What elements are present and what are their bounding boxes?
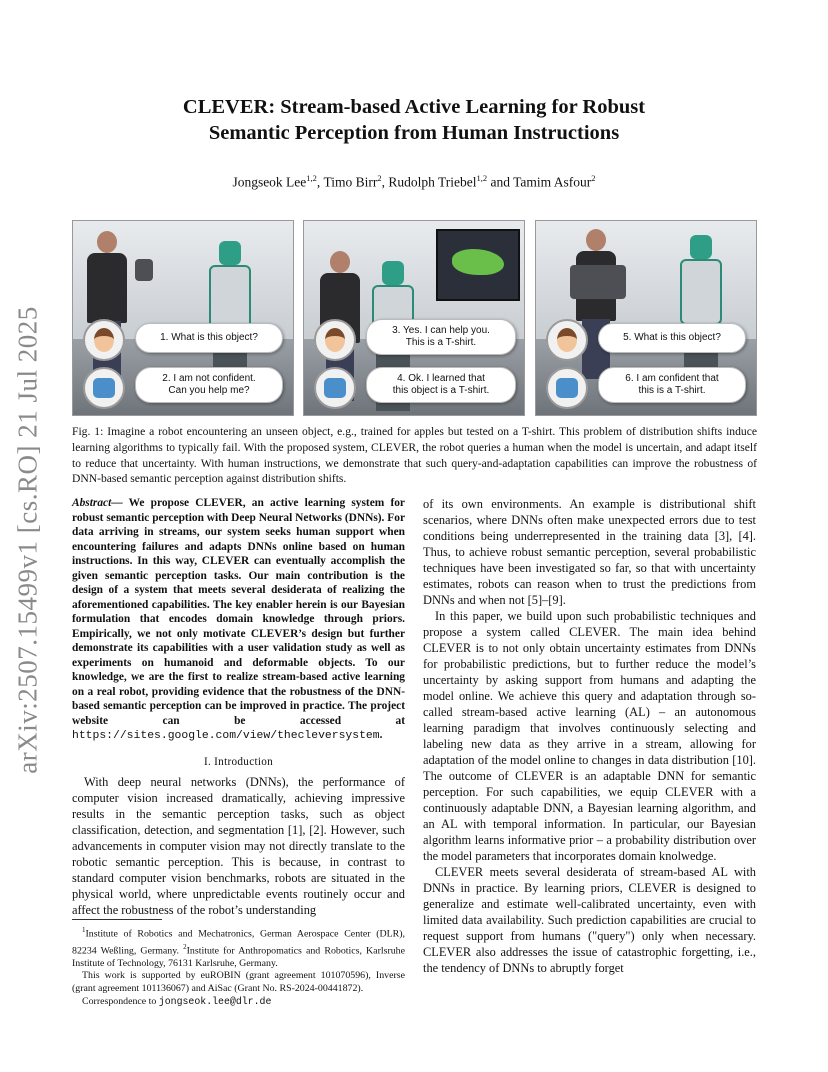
footnotes (72, 919, 405, 1008)
figure-panel-2 (303, 220, 525, 416)
body-paragraph: CLEVER meets several desiderata of stream-based AL with DNNs in practice. By learning priors, CLEVER is designed to generalize and estimate well-calibrated uncertainty, even with limited data availability. Such prediction capabilities are crucial to request support from humans ("query") only when necessary. CLEVER also addresses the issue of catastrophic forgetting, i.e., the tendency of DNNs to abruptly forget (423, 865, 756, 975)
robot-avatar-icon (546, 367, 588, 409)
paper-title (100, 94, 728, 146)
figure-panel-3 (535, 220, 757, 416)
figure-caption: Fig. 1: Imagine a robot encountering an unseen object, e.g., trained for apples but tested on a T-shirt. This problem of distribution shifts induce learning algorithms to typically fail. With the proposed system, CLEVER, the robot queries a human when the model is uncertain, and adapt itself to reduce that uncertainty. With human instructions, we demonstrate that such query-and-adaptation capabilities can improve the robustness of DNN-based semantic perception against distribution shifts. (72, 425, 757, 486)
author-name: Tamim Asfour (513, 174, 592, 190)
speech-bubble: 2. I am not confident. Can you help me? (135, 367, 283, 403)
speech-bubble: 6. I am confident that this is a T-shirt. (598, 367, 746, 403)
author-separator: , (381, 174, 389, 190)
project-url-link[interactable]: https://sites.google.com/view/thecleversystem (72, 730, 380, 742)
title-line-2: Semantic Perception from Human Instructions (208, 122, 620, 144)
body-paragraph: In this paper, we build upon such probabilistic techniques and propose a system called CLEVER. The main idea behind CLEVER is to not only obtain uncertainty estimates from DNNs for probabilistic predictions, but to further reduce the model’s uncertainty by asking support from humans and adapting the model online. We achieve this query and adaptation through so-called stream-based active learning (AL) – an autonomous learning paradigm that involves continuously selecting and labeling new data as they arrive in a stream, allowing for adaptation of the model online to changes in data distribution [10]. The outcome of CLEVER is an adaptable DNN for semantic perception. For such capabilities, we equip CLEVER with a continuously adaptable DNN, a Bayesian learning algorithm, and an AL with temporal information. In particular, our Bayesian algorithm learns informative prior – a probability distribution over the model parameters that incorporates domain knolwedge. (423, 609, 756, 863)
speech-bubble: 1. What is this object? (135, 323, 283, 353)
right-column (423, 496, 756, 976)
author-affiliation: 1,2 (476, 173, 488, 183)
author-separator: , (316, 174, 324, 190)
arxiv-stamp: arXiv:2507.15499v1 [cs.RO] 21 Jul 2025 (12, 306, 43, 774)
author-affiliation: 2 (377, 173, 382, 183)
monitor-screen (436, 229, 520, 301)
funding-footnote: This work is supported by euROBIN (grant agreement 101070596), Inverse (grant agreement 101136067) and AiSac (Grant No. RS-2024-00441872). (72, 970, 405, 994)
t-shirt (135, 259, 153, 281)
humanoid-robot (678, 235, 724, 385)
figure-panel-1 (72, 220, 294, 416)
author-separator: and (487, 174, 514, 190)
author-list (100, 173, 728, 191)
speech-bubble: 4. Ok. I learned that this object is a T-shirt. (366, 367, 516, 403)
author-affiliation: 2 (591, 173, 596, 183)
speech-bubble: 5. What is this object? (598, 323, 746, 353)
robot-avatar-icon (314, 367, 356, 409)
email-link[interactable]: jongseok.lee@dlr.de (158, 995, 272, 1007)
section-heading: I. Introduction (203, 755, 274, 768)
intro-paragraph: With deep neural networks (DNNs), the performance of computer vision increased dramatically, achieving impressive results in the semantic perception tasks, such as object classification, detection, and segmentation [1], [2]. However, such advancements in computer vision may not directly translate to the robotic semantic perception. This is because, in contrast to standard computer vision benchmarks, robots are situated in the physical world, where unpredictable events routinely occur and affect the robustness of the robot’s understanding (72, 774, 405, 917)
abstract-label: Abstract (72, 497, 112, 509)
speech-bubble: 3. Yes. I can help you. This is a T-shirt. (366, 319, 516, 355)
title-line-1: CLEVER: Stream-based Active Learning for Robust (182, 96, 646, 118)
affiliation-footnote: $^1$Institute of Robotics and Mechatronics, German Aerospace Center (DLR), 82234 Weßling, Germany. $^2$Institute for Anthropomatics and Robotics, Karlsruhe Institute of Technology, 76131 Karlsruhe, Germany. (72, 926, 405, 969)
author-name: Rudolph Triebel (388, 174, 477, 190)
human-avatar-icon (546, 319, 588, 361)
abstract: Abstract— We propose CLEVER, an active learning system for robust semantic perception with Deep Neural Networks (DNNs). For data arriving in streams, our system seeks human support when encountering failures and adapts DNNs online based on human instructions. In this way, CLEVER can eventually accomplish the given semantic perception tasks. Our main contribution is the design of a system that meets several desiderata of realizing the aforementioned capabilities. The key enabler herein is our Bayesian formulation that encodes domain knowledge through priors. Empirically, we not only motivate CLEVER’s design but further demonstrate its capabilities with a user validation study as well as experiments on humanoid and deformable objects. To our knowledge, we are the first to realize stream-based active learning on a real robot, providing evidence that the robustness of the DNN-based semantic perception can be improved in practice. The project website can be accessed at https://sites.google.com/view/thecleversystem. (72, 497, 405, 742)
human-figure (576, 229, 616, 379)
figure-1 (72, 220, 757, 416)
human-avatar-icon (314, 319, 356, 361)
left-column (72, 496, 405, 918)
body-paragraph: of its own environments. An example is distributional shift scenarios, where DNNs often make unexpected errors due to test conditions being underrepresented in the training data [3], [4]. Thus, to achieve robust semantic perception, several probabilistic techniques have been investigated so far, so that with uncertainty estimates, robots can reason when to trust the predictions from DNNs and when not [5]–[9]. (423, 497, 756, 607)
t-shirt (570, 265, 626, 299)
correspondence-footnote: Correspondence to jongseok.lee@dlr.de (82, 995, 272, 1007)
human-avatar-icon (83, 319, 125, 361)
author-affiliation: 1,2 (306, 173, 317, 183)
robot-avatar-icon (83, 367, 125, 409)
author-name: Jongseok Lee (232, 174, 307, 190)
author-name: Timo Birr (323, 174, 378, 190)
